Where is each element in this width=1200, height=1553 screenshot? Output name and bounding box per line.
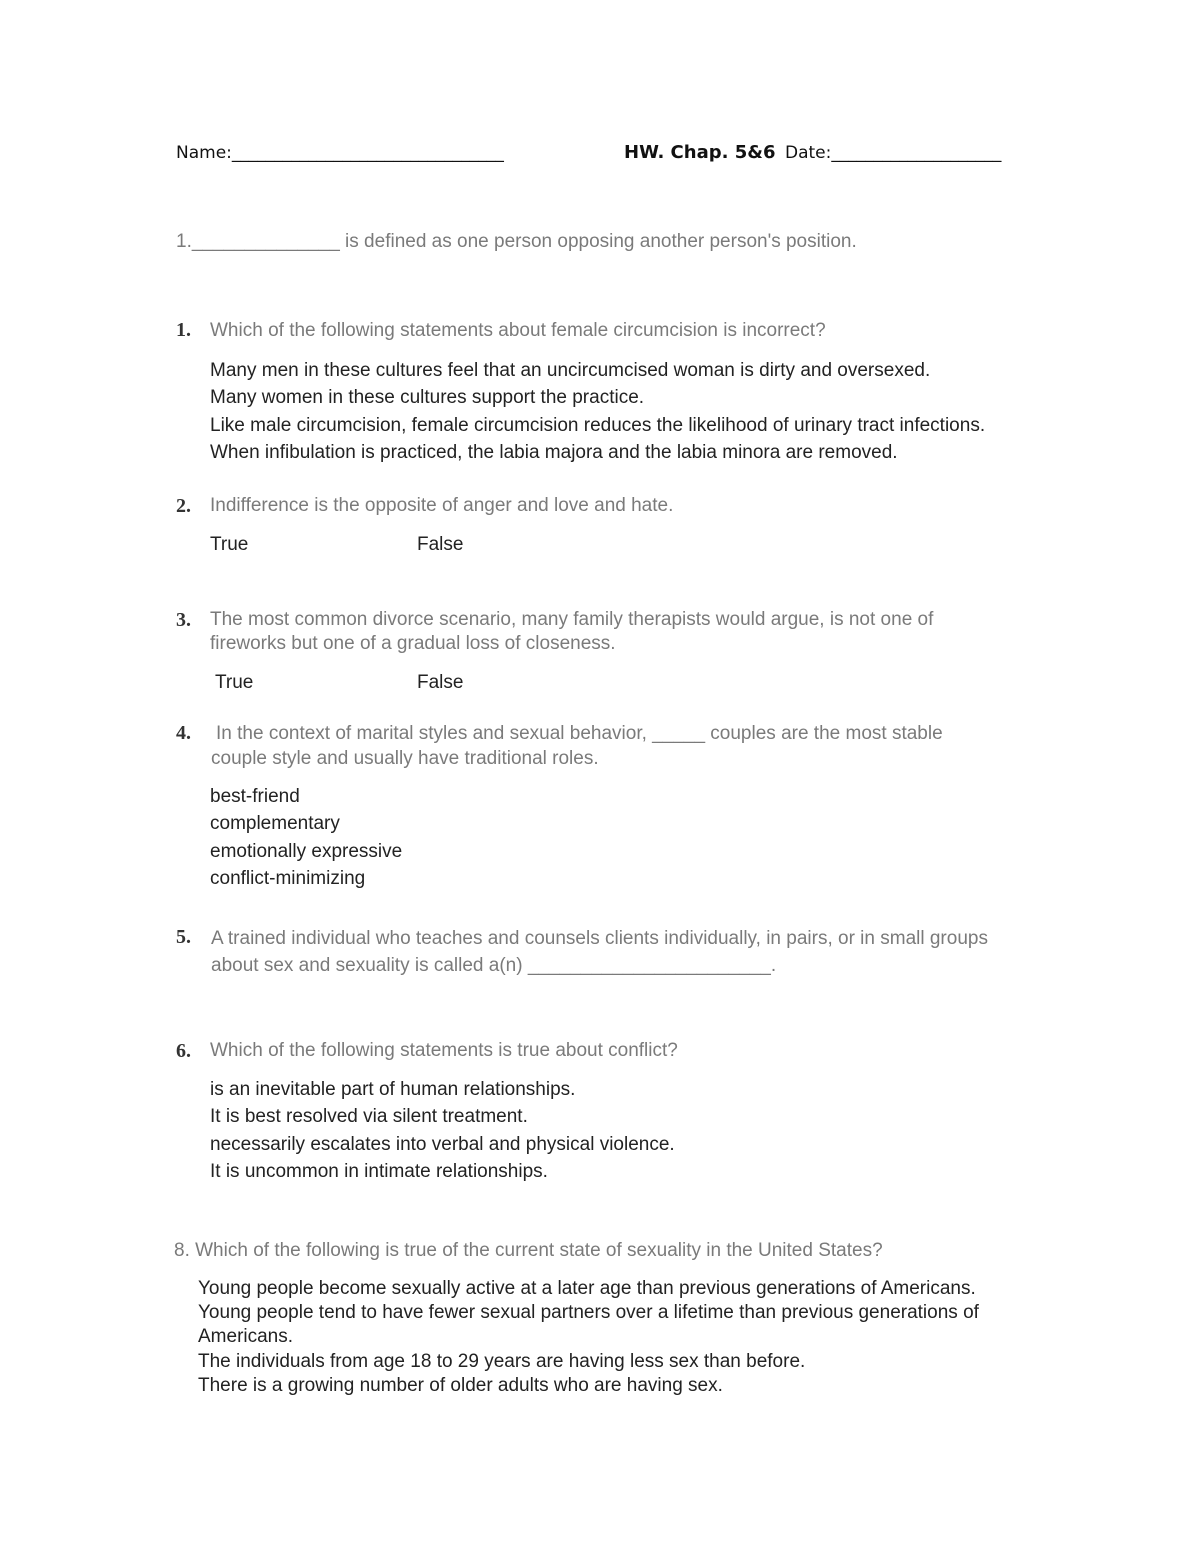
question-line: about sex and sexuality is called a(n) _______________________. [211, 955, 777, 976]
answer-option: Young people become sexually active at a later age than previous generations of Americans. [198, 1278, 976, 1299]
question-text [210, 608, 933, 656]
question-line: The most common divorce scenario, many family therapists would argue, is not one of [210, 609, 934, 630]
true-option: True [210, 534, 249, 555]
question-number: 3. [176, 609, 191, 631]
question-text [211, 721, 943, 771]
question-number: 5. [176, 926, 191, 948]
answer-option: Like male circumcision, female circumcision reduces the likelihood of urinary tract infections. [210, 414, 986, 436]
question-text: 8. Which of the following is true of the current state of sexuality in the United States? [174, 1240, 883, 1261]
answer-options [210, 783, 402, 892]
answer-option: conflict-minimizing [210, 867, 366, 889]
answer-option: Many women in these cultures support the practice. [210, 387, 645, 409]
answer-option: complementary [210, 813, 340, 835]
answer-option: best-friend [210, 786, 300, 807]
answer-option: Young people tend to have fewer sexual partners over a lifetime than previous generations of [198, 1302, 979, 1324]
document-title: HW. Chap. 5&6 [624, 142, 776, 163]
question-line: couple style and usually have traditional roles. [211, 748, 599, 769]
question-number: 2. [176, 495, 191, 517]
answer-option: When infibulation is practiced, the labia majora and the labia minora are removed. [210, 441, 898, 463]
date-field: Date:____________________ [785, 143, 1002, 163]
answer-option: necessarily escalates into verbal and physical violence. [210, 1133, 675, 1155]
answer-option-continuation: Americans. [198, 1326, 294, 1348]
answer-options [210, 1076, 675, 1185]
question-number: 1. [176, 319, 191, 341]
question-text [211, 925, 988, 979]
question-number: 6. [176, 1040, 191, 1062]
false-option: False [417, 672, 464, 693]
false-option: False [417, 534, 464, 555]
name-field: Name:________________________________ [176, 143, 504, 163]
true-option: True [215, 672, 254, 693]
question-text: Indifference is the opposite of anger and love and hate. [210, 495, 674, 516]
answer-options [210, 357, 985, 466]
answer-option: is an inevitable part of human relationships. [210, 1079, 576, 1100]
question-text: Which of the following statements is true about conflict? [210, 1040, 678, 1061]
question-text: Which of the following statements about female circumcision is incorrect? [210, 320, 826, 341]
question-number: 4. [176, 722, 191, 744]
answer-option: There is a growing number of older adults who are having sex. [198, 1374, 723, 1396]
answer-option: It is best resolved via silent treatment. [210, 1106, 528, 1128]
question-line: In the context of marital styles and sexual behavior, _____ couples are the most stable [216, 723, 943, 744]
answer-option: emotionally expressive [210, 840, 403, 862]
question-line: fireworks but one of a gradual loss of closeness. [210, 633, 616, 654]
question-fill-in-1: 1.______________ is defined as one person opposing another person's position. [176, 231, 857, 252]
answer-option: The individuals from age 18 to 29 years are having less sex than before. [198, 1350, 806, 1372]
answer-options [198, 1277, 979, 1398]
answer-option: Many men in these cultures feel that an uncircumcised woman is dirty and oversexed. [210, 360, 931, 381]
question-line: A trained individual who teaches and counsels clients individually, in pairs, or in small groups [211, 928, 988, 949]
answer-option: It is uncommon in intimate relationships. [210, 1160, 548, 1182]
